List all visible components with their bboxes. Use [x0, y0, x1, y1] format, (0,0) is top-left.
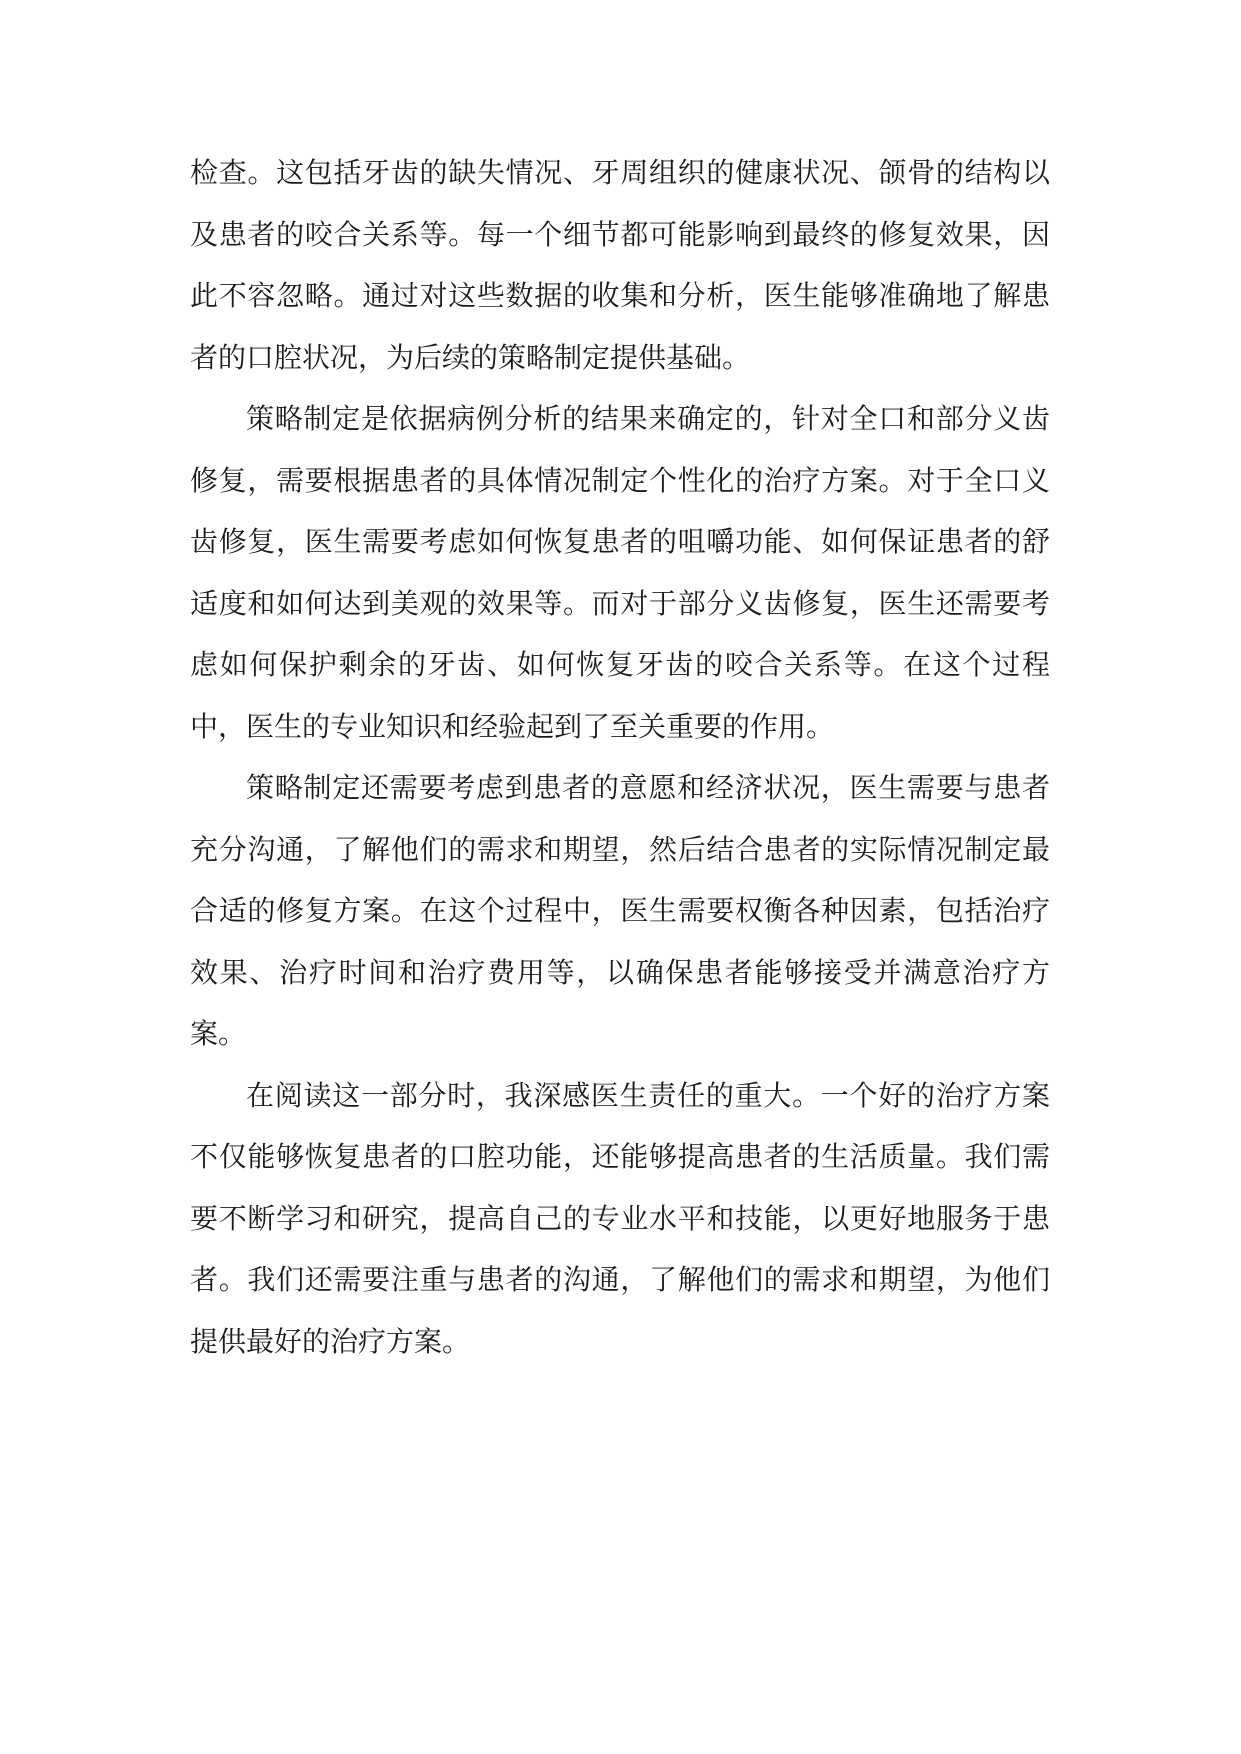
paragraph-strategy-formulation: 策略制定是依据病例分析的结果来确定的，针对全口和部分义齿修复，需要根据患者的具体情况制定个性化的治疗方案。对于全口义齿修复，医生需要考虑如何恢复患者的咀嚼功能、如何保证患者的舒适度和如何达到美观的效果等。而对于部分义齿修复，医生还需要考虑如何保护剩余的牙齿、如何恢复牙齿的咬合关系等。在这个过程中，医生的专业知识和经验起到了至关重要的作用。 — [190, 402, 1050, 743]
body-text — [190, 142, 1050, 1372]
paragraph-patient-considerations: 策略制定还需要考虑到患者的意愿和经济状况，医生需要与患者充分沟通，了解他们的需求和期望，然后结合患者的实际情况制定最合适的修复方案。在这个过程中，医生需要权衡各种因素，包括治疗效果、治疗时间和治疗费用等，以确保患者能够接受并满意治疗方案。 — [190, 771, 1050, 1050]
paragraph-continuation: 检查。这包括牙齿的缺失情况、牙周组织的健康状况、颌骨的结构以及患者的咬合关系等。每一个细节都可能影响到最终的修复效果，因此不容忽略。通过对这些数据的收集和分析，医生能够准确地了解患者的口腔状况，为后续的策略制定提供基础。 — [190, 156, 1050, 374]
paragraph-reflection: 在阅读这一部分时，我深感医生责任的重大。一个好的治疗方案不仅能够恢复患者的口腔功能，还能够提高患者的生活质量。我们需要不断学习和研究，提高自己的专业水平和技能，以更好地服务于患者。我们还需要注重与患者的沟通，了解他们的需求和期望，为他们提供最好的治疗方案。 — [190, 1078, 1050, 1358]
